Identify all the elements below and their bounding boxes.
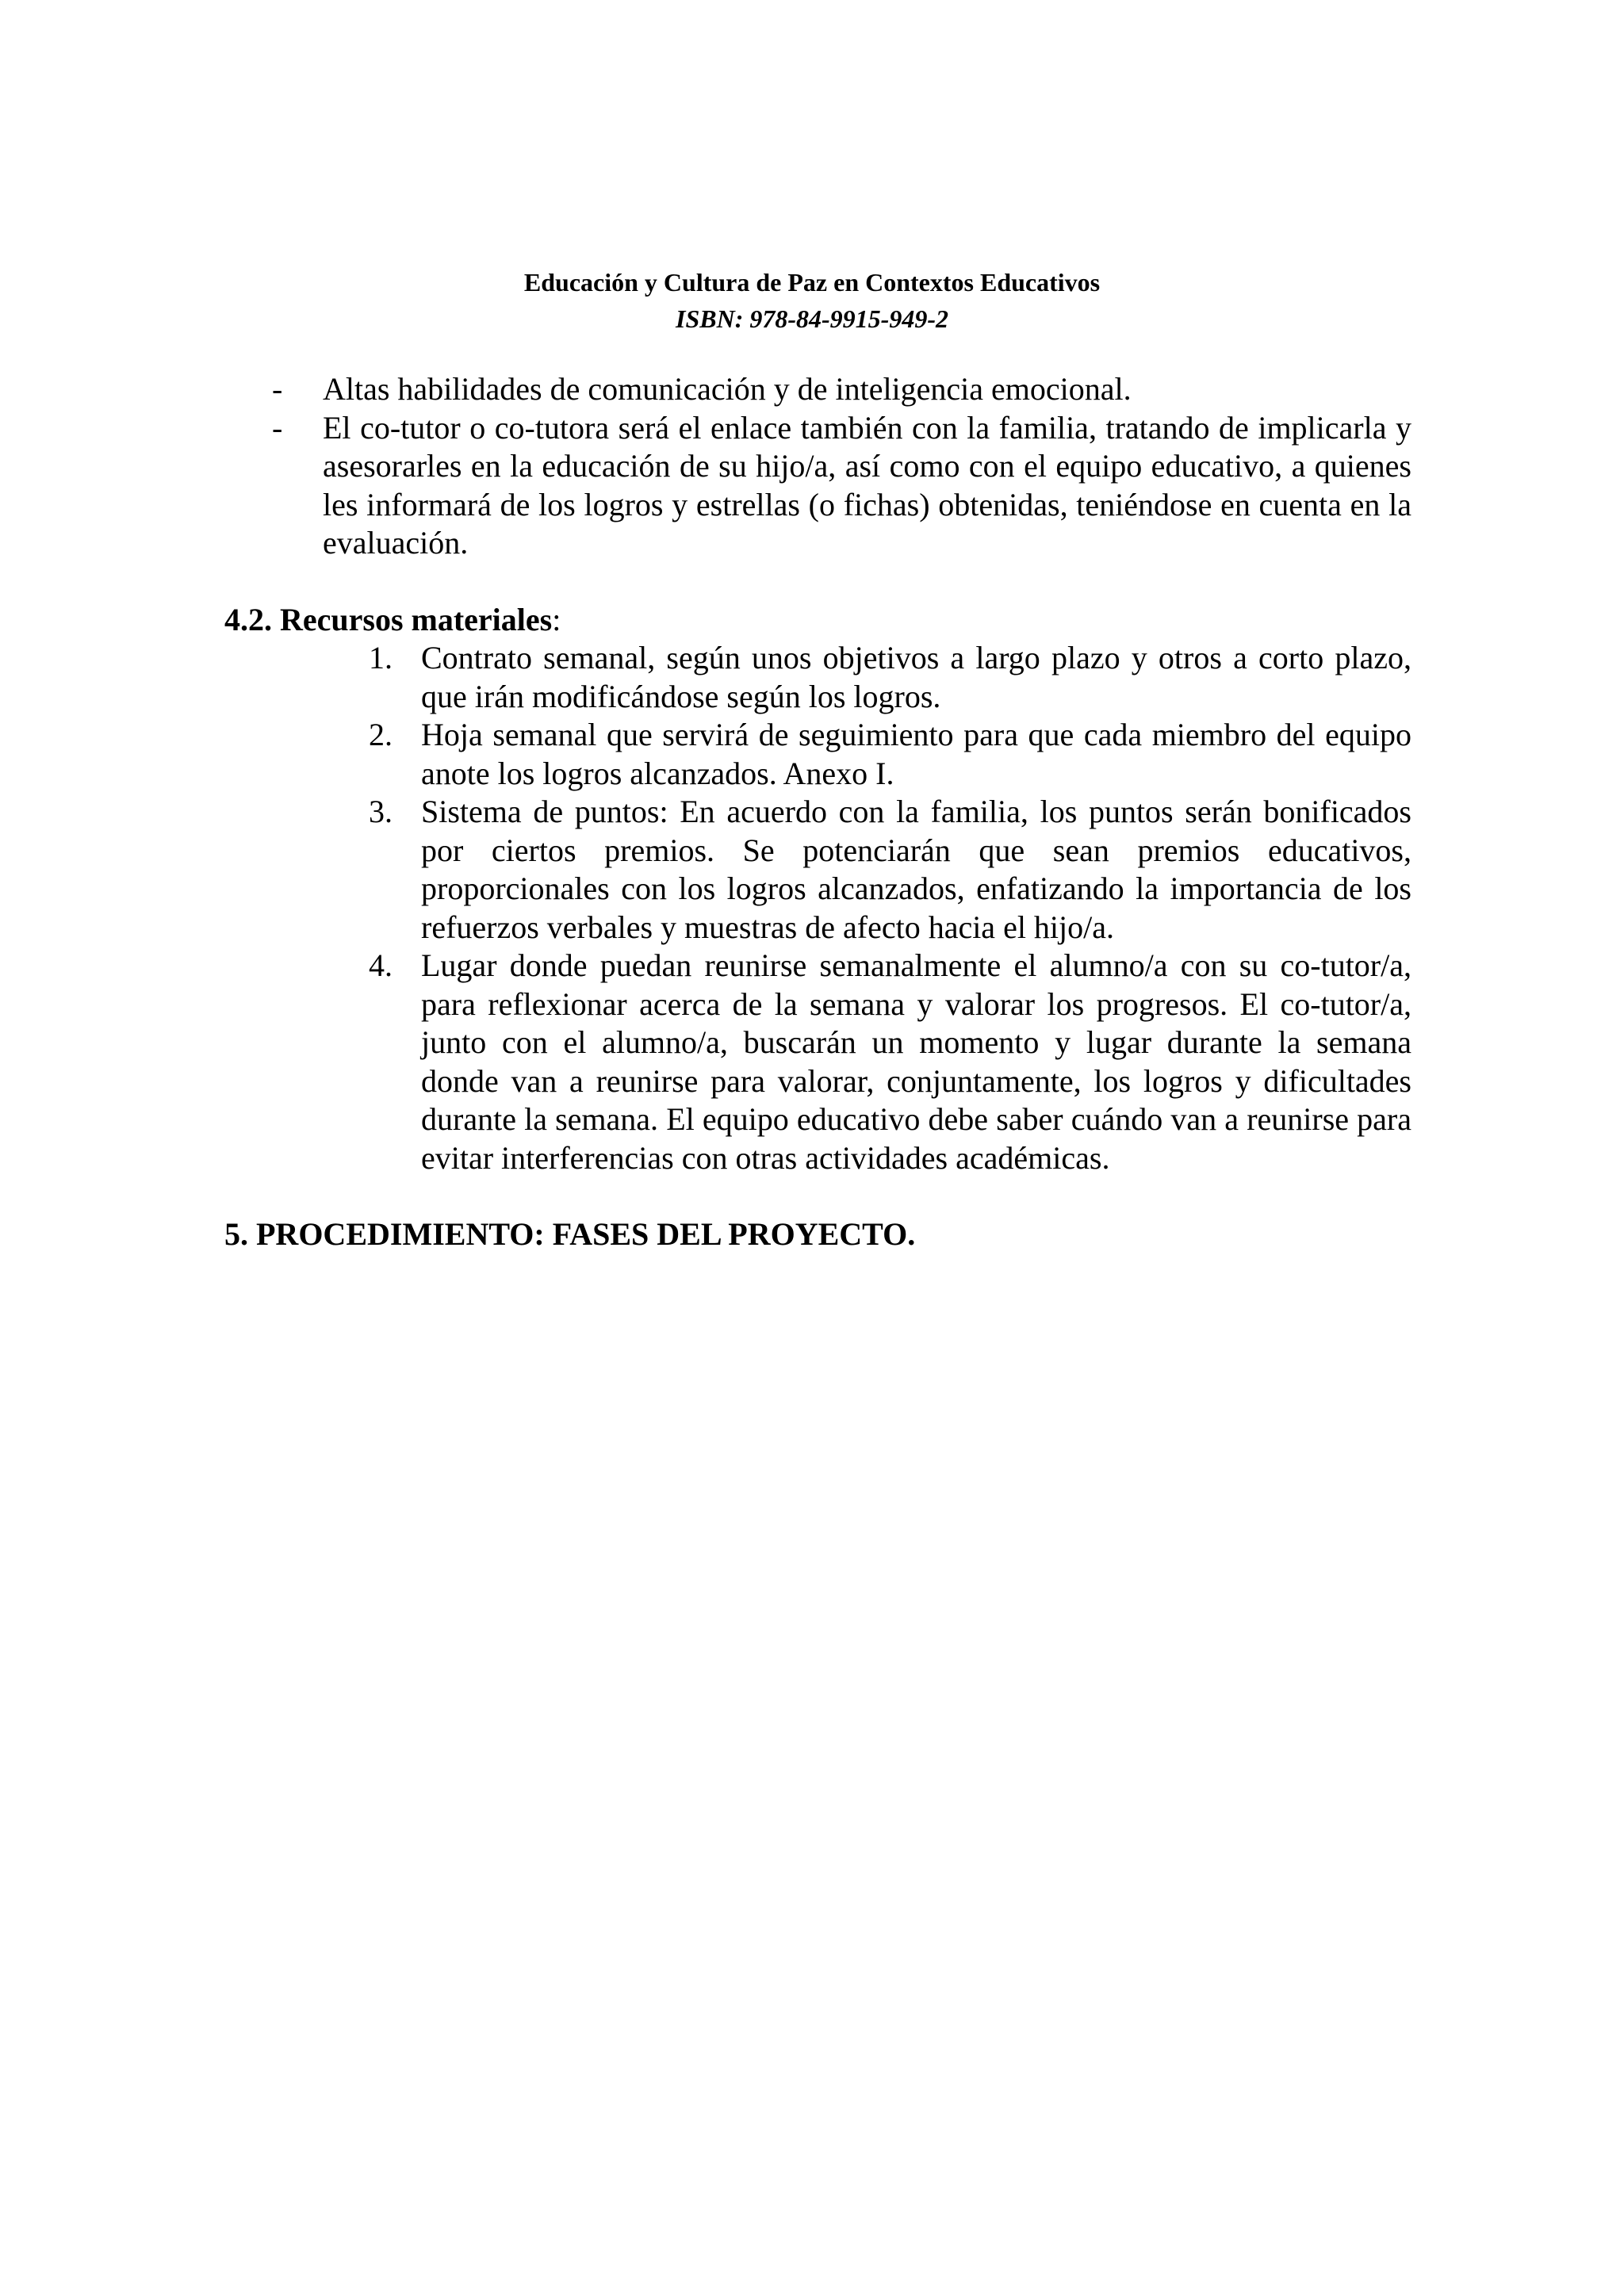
section-heading-4-2 <box>224 601 1411 640</box>
list-item <box>224 409 1411 563</box>
material-resources-list <box>224 639 1411 1177</box>
profile-dash-list <box>224 370 1411 563</box>
list-item-text: Contrato semanal, según unos objetivos a largo plazo y otros a corto plazo, que irán modificándose según los logros. <box>421 640 1411 714</box>
list-item <box>224 947 1411 1177</box>
book-title: Educación y Cultura de Paz en Contextos Educativos <box>523 268 1101 297</box>
list-item-text: Sistema de puntos: En acuerdo con la familia, los puntos serán bonificados por ciertos premios. Se potenciarán que sean premios educativos, proporcionales con los logros alcanzados, enfatizando la importancia de los refuerzos verbales y muestras de afecto hacia el hijo/a. <box>421 794 1411 945</box>
list-number: 3. <box>369 794 393 829</box>
list-item-text: Lugar donde puedan reunirse semanalmente el alumno/a con su co-tutor/a, para reflexionar acerca de la semana y valorar los progresos. El co-tutor/a, junto con el alumno/a, buscarán un momento y lugar durante la semana donde van a reunirse para valorar, conjuntamente, los logros y dificultades durante la semana. El equipo educativo debe saber cuándo van a reunirse para evitar interferencias con otras actividades académicas. <box>421 947 1411 1176</box>
list-number: 1. <box>369 640 393 675</box>
section-heading-colon: : <box>552 601 561 637</box>
list-item <box>224 639 1411 716</box>
list-item <box>224 370 1411 409</box>
dash-marker: - <box>272 371 283 407</box>
list-number: 2. <box>369 717 393 752</box>
section-heading-text: 4.2. Recursos materiales <box>224 601 553 637</box>
list-item-text: Altas habilidades de comunicación y de inteligencia emocional. <box>323 371 1132 407</box>
list-item-text: El co-tutor o co-tutora será el enlace también con la familia, tratando de implicarla y asesorarles en la educación de su hijo/a, así como con el equipo educativo, a quienes les informará de los logros y estrellas (o fichas) obtenidas, teniéndose en cuenta en la evaluación. <box>323 409 1411 561</box>
list-item <box>224 793 1411 947</box>
running-header <box>0 264 1624 337</box>
list-item-text: Hoja semanal que servirá de seguimiento para que cada miembro del equipo anote los logros alcanzados. Anexo I. <box>421 717 1411 791</box>
section-heading-5: 5. PROCEDIMIENTO: FASES DEL PROYECTO. <box>224 1216 916 1252</box>
page-body <box>224 370 1411 1254</box>
list-item <box>224 716 1411 793</box>
list-number: 4. <box>369 947 393 983</box>
dash-marker: - <box>272 409 283 446</box>
isbn-line: ISBN: 978-84-9915-949-2 <box>676 304 948 333</box>
